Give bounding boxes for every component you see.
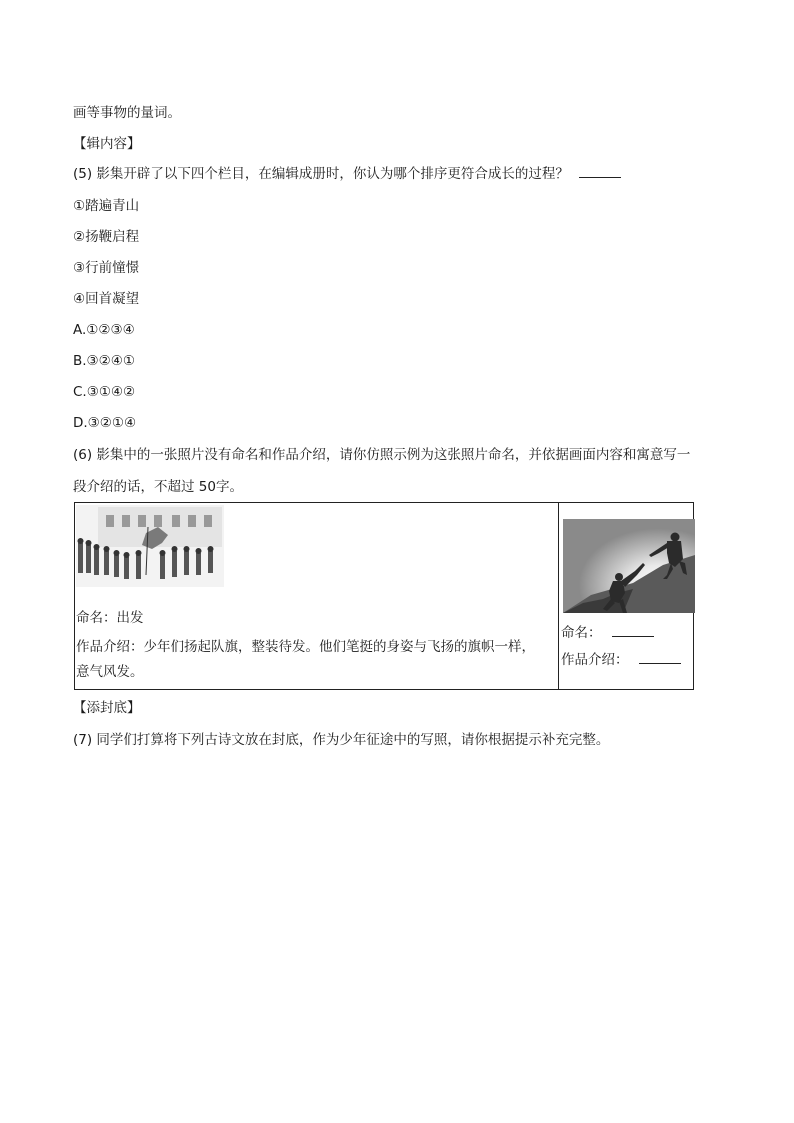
section-heading-cover: 【添封底】 bbox=[73, 700, 141, 716]
intro-blank bbox=[639, 663, 681, 664]
question-7: (7) 同学们打算将下列古诗文放在封底，作为少年征途中的写照，请你根据提示补充完整。 bbox=[73, 732, 610, 748]
option-a: A.①②③④ bbox=[73, 322, 135, 338]
example-intro-line-2: 意气风发。 bbox=[76, 664, 144, 680]
text-line: 画等事物的量词。 bbox=[73, 105, 181, 121]
answer-blank bbox=[579, 177, 621, 178]
option-c: C.③①④② bbox=[73, 384, 136, 400]
untitled-name bbox=[561, 623, 654, 643]
column-item-1: ①踏遍青山 bbox=[73, 198, 140, 214]
column-item-2: ②扬鞭启程 bbox=[73, 229, 140, 245]
question-6-line-1: (6) 影集中的一张照片没有命名和作品介绍，请你仿照示例为这张照片命名，并依据画面内容和寓意写一 bbox=[73, 447, 691, 463]
untitled-photo bbox=[563, 519, 695, 613]
table-divider bbox=[558, 503, 559, 689]
question-5-text: (5) 影集开辟了以下四个栏目，在编辑成册时，你认为哪个排序更符合成长的过程？ bbox=[73, 166, 569, 182]
name-blank bbox=[612, 636, 654, 637]
column-item-4: ④回首凝望 bbox=[73, 291, 140, 307]
untitled-intro-label: 作品介绍： bbox=[561, 652, 629, 668]
example-name: 命名：出发 bbox=[76, 610, 144, 626]
photo-table bbox=[74, 502, 694, 690]
untitled-intro bbox=[561, 650, 681, 670]
question-5 bbox=[73, 164, 621, 184]
column-item-3: ③行前憧憬 bbox=[73, 260, 140, 276]
section-heading-content: 【辑内容】 bbox=[73, 136, 141, 152]
example-photo bbox=[76, 505, 224, 587]
untitled-name-label: 命名： bbox=[561, 625, 602, 641]
example-intro-line-1: 作品介绍：少年们扬起队旗，整装待发。他们笔挺的身姿与飞扬的旗帜一样， bbox=[76, 639, 535, 655]
option-d: D.③②①④ bbox=[73, 415, 137, 431]
option-b: B.③②④① bbox=[73, 353, 135, 369]
question-6-line-2: 段介绍的话，不超过 50字。 bbox=[73, 479, 243, 495]
